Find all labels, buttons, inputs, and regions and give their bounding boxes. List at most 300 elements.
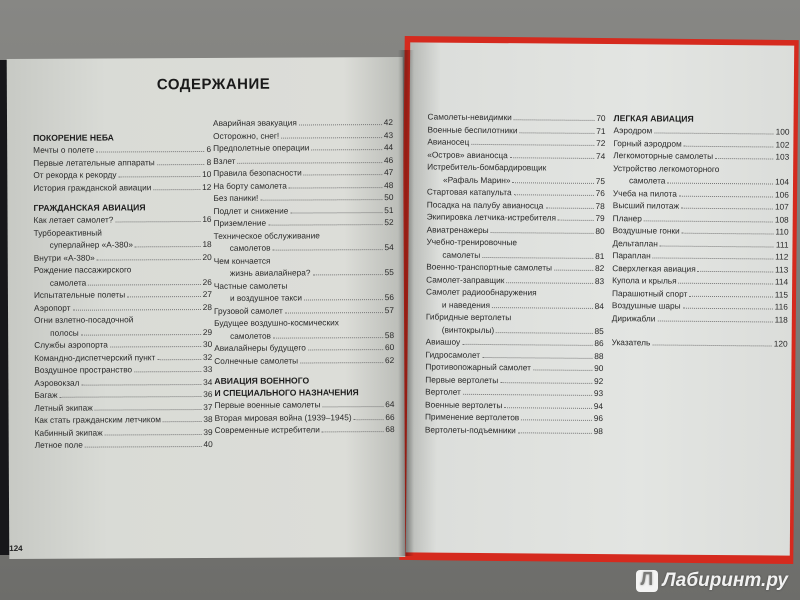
toc-entry-page: 60 (384, 342, 395, 353)
toc-entry (213, 204, 393, 217)
toc-entry-title: Мечты о полете (33, 144, 95, 155)
toc-entry (35, 413, 213, 426)
toc-entry-title: Взлет (213, 155, 236, 166)
toc-column-2 (213, 116, 395, 436)
toc-entry (213, 166, 393, 179)
section-heading: И СПЕЦИАЛЬНОГО НАЗНАЧЕНИЯ (214, 387, 359, 398)
toc-entry-page: 30 (202, 338, 213, 350)
leader-dots (657, 320, 772, 322)
leader-dots (311, 149, 382, 150)
toc-entry-title: На борту самолета (213, 180, 287, 191)
leader-dots (304, 174, 382, 175)
toc-entry-page: 115 (774, 289, 789, 300)
page-title: СОДЕРЖАНИЕ (156, 75, 271, 94)
toc-entry-page: 72 (596, 137, 606, 149)
toc-entry-page: 110 (775, 226, 789, 237)
toc-entry-page: 56 (384, 292, 394, 303)
book-spine (398, 50, 414, 556)
toc-entry-page: 71 (596, 125, 606, 136)
toc-entry (214, 266, 394, 279)
toc-entry-page: 28 (202, 301, 213, 312)
toc-entry (214, 229, 394, 242)
toc-entry-page: 81 (595, 250, 605, 261)
leader-dots (510, 157, 594, 159)
toc-entry (213, 141, 393, 154)
toc-entry-title: Вторая мировая война (1939–1945) (214, 411, 352, 423)
toc-entry-page: 34 (203, 376, 213, 387)
toc-entry-page: 18 (202, 238, 212, 250)
toc-entry (34, 325, 212, 338)
leader-dots (134, 371, 201, 372)
toc-entry (34, 350, 212, 363)
toc-column-4 (612, 112, 790, 350)
leader-dots (268, 224, 382, 226)
toc-entry-title: Без паники! (213, 192, 259, 203)
toc-entry (34, 375, 212, 388)
leader-dots (491, 232, 594, 234)
toc-entry (213, 116, 393, 129)
toc-entry (214, 254, 394, 267)
leader-dots (482, 256, 593, 258)
leader-dots (273, 337, 383, 339)
toc-entry-title: Стартовая катапульта (426, 186, 512, 198)
toc-entry-page: 106 (775, 189, 789, 200)
toc-entry-title: Грузовой самолет (213, 305, 283, 316)
toc-entry-title: Первые летательные аппараты (33, 156, 155, 168)
watermark-text: Лабиринт.ру (662, 570, 788, 591)
toc-entry-title: Подлет и снижение (213, 205, 289, 216)
toc-entry-page: 37 (203, 401, 213, 412)
leader-dots (97, 259, 201, 261)
toc-entry-title: Авиалайнеры будущего (214, 342, 306, 353)
toc-entry (425, 423, 603, 437)
toc-entry-title: Учеба на пилота (612, 187, 677, 199)
toc-entry-title: и воздушное такси (229, 292, 302, 303)
toc-entry-page: 68 (385, 424, 395, 435)
toc-entry (213, 154, 393, 167)
toc-entry-title: Летный экипаж (34, 402, 93, 413)
toc-entry-title: «Остров» авианосца (427, 148, 508, 160)
toc-entry (214, 398, 394, 411)
toc-entry (214, 316, 394, 329)
toc-entry-page: 51 (384, 204, 394, 215)
toc-entry-page: 8 (206, 156, 212, 167)
leader-dots (558, 220, 593, 221)
leader-dots (506, 282, 593, 284)
toc-entry-page: 50 (384, 192, 394, 203)
toc-entry-page: 39 (203, 426, 213, 437)
toc-entry (34, 400, 212, 413)
leader-dots (496, 332, 592, 334)
toc-entry-page: 12 (202, 181, 212, 192)
leader-dots (533, 369, 592, 371)
leader-dots (110, 346, 201, 347)
leader-dots (644, 220, 773, 222)
toc-entry-page: 62 (385, 354, 395, 365)
toc-entry-page: 78 (595, 200, 605, 211)
toc-entry (33, 180, 211, 193)
toc-entry-page: 84 (594, 300, 604, 311)
toc-entry-page: 27 (202, 288, 212, 300)
toc-entry-page: 103 (775, 151, 790, 162)
toc-entry-page: 79 (595, 212, 605, 224)
toc-entry-page: 86 (594, 337, 604, 349)
toc-entry (34, 238, 212, 251)
toc-entry (214, 241, 394, 254)
toc-entry-title: Горный аэродром (613, 137, 682, 149)
leader-dots (96, 151, 204, 153)
leader-dots (354, 419, 384, 420)
toc-entry-title: самолетов (230, 330, 271, 341)
toc-entry (34, 213, 212, 226)
toc-entry-title: Турбореактивный (33, 227, 102, 238)
toc-entry-page: 113 (774, 264, 789, 275)
toc-entry-page: 10 (202, 168, 212, 180)
toc-entry-page: 29 (202, 326, 213, 337)
toc-entry-title: Аварийная эвакуация (213, 117, 297, 128)
leader-dots (500, 382, 592, 384)
toc-entry-title: Аэродром (613, 125, 653, 136)
toc-entry-title: Правила безопасности (213, 167, 302, 178)
leader-dots (304, 299, 383, 300)
toc-entry-title: Воздушное пространство (34, 364, 133, 375)
toc-entry-page: 26 (202, 276, 212, 287)
toc-entry-title: Гидросамолет (425, 348, 481, 360)
leader-dots (698, 270, 773, 272)
leader-dots (667, 183, 773, 185)
leader-dots (682, 233, 774, 235)
toc-entry-title: Авиашоу (425, 336, 461, 347)
toc-entry-page: 66 (385, 411, 395, 422)
toc-entry-title: Военные беспилотники (427, 123, 518, 135)
toc-entry-title: Чем кончается (213, 255, 271, 266)
toc-entry-page: 57 (384, 304, 395, 315)
leader-dots (514, 194, 594, 196)
toc-entry-page: 52 (384, 217, 394, 228)
leader-dots (463, 394, 592, 396)
toc-entry (612, 336, 788, 350)
toc-entry-title: Вертолет (425, 386, 461, 397)
toc-entry-page: 44 (383, 142, 394, 153)
toc-entry-title: самолета (49, 277, 87, 288)
toc-entry-title: Первые вертолеты (425, 373, 499, 385)
leader-dots (85, 446, 202, 448)
leader-dots (504, 407, 592, 409)
toc-entry-title: Легкомоторные самолеты (613, 150, 714, 161)
toc-entry-title: Авианосец (427, 136, 470, 147)
toc-entry-title: полосы (50, 327, 79, 338)
toc-entry-page: 108 (774, 214, 789, 225)
toc-entry (34, 288, 212, 301)
leader-dots (519, 132, 594, 134)
toc-entry-title: суперлайнер «А-380» (49, 239, 134, 250)
toc-entry-page: 76 (595, 187, 605, 199)
toc-entry-page: 33 (203, 363, 213, 375)
leader-dots (545, 207, 593, 208)
toc-entry-page: 43 (383, 129, 394, 140)
toc-entry (35, 425, 213, 438)
toc-entry-page: 75 (595, 175, 606, 186)
toc-entry-title: Испытательные полеты (33, 289, 126, 300)
toc-entry-title: Рождение пассажирского (33, 264, 132, 275)
toc-entry-title: Параплан (612, 250, 651, 261)
leader-dots (681, 208, 773, 210)
toc-entry-title: самолета (628, 175, 666, 186)
leader-dots (512, 182, 593, 184)
toc-entry (213, 179, 393, 192)
toc-entry-title: Предполетные операции (213, 142, 310, 153)
toc-entry-title: Огни взлетно-посадочной (34, 314, 134, 325)
leader-dots (312, 274, 382, 275)
toc-entry (612, 312, 788, 326)
leader-dots (281, 137, 382, 139)
toc-entry (214, 279, 394, 292)
toc-entry-page: 100 (775, 126, 790, 137)
toc-entry-title: самолеты (442, 249, 481, 260)
toc-entry-title: самолетов (229, 242, 271, 253)
toc-entry-page: 82 (594, 262, 605, 274)
leader-dots (60, 396, 202, 398)
toc-column-3 (425, 110, 606, 437)
toc-entry-title: Кабинный экипаж (34, 427, 103, 438)
toc-entry-title: и наведения (441, 299, 491, 310)
leader-dots (322, 406, 383, 407)
toc-entry-page: 36 (203, 388, 213, 400)
toc-entry-page: 64 (385, 399, 395, 410)
page-number: 124 (9, 543, 23, 554)
toc-entry-page: 96 (593, 412, 604, 424)
toc-entry-page: 70 (596, 112, 606, 124)
toc-entry (34, 363, 212, 376)
toc-entry-title: Купола и крылья (612, 275, 677, 286)
leader-dots (260, 199, 382, 201)
toc-entry-page: 74 (595, 150, 606, 161)
toc-entry-title: Экипировка летчика-истребителя (426, 211, 557, 223)
toc-entry-page: 93 (593, 387, 604, 399)
toc-entry-page: 112 (775, 251, 789, 262)
toc-entry-page: 20 (202, 251, 212, 262)
toc-entry (34, 250, 212, 263)
toc-entry-title: Истребитель-бомбардировщик (427, 161, 547, 173)
leader-dots (660, 245, 774, 247)
toc-entry-title: Учебно-тренировочные (426, 236, 518, 248)
toc-entry-title: Как стать гражданским летчиком (34, 414, 161, 425)
toc-entry (33, 155, 211, 168)
leader-dots (679, 195, 773, 197)
leader-dots (135, 246, 200, 247)
leader-dots (163, 421, 201, 422)
toc-entry (33, 168, 211, 181)
leader-dots (88, 284, 200, 286)
leader-dots (471, 144, 594, 146)
toc-entry (34, 388, 212, 401)
leader-dots (683, 308, 773, 310)
toc-entry-title: «Рафаль Марин» (442, 174, 511, 185)
labirint-logo-icon (636, 570, 658, 592)
section-heading: ГРАЖДАНСКАЯ АВИАЦИЯ (33, 202, 146, 213)
leader-dots (157, 359, 201, 360)
leader-dots (289, 187, 382, 188)
leader-dots (654, 132, 773, 134)
toc-entry-title: Частные самолеты (213, 280, 288, 291)
leader-dots (679, 283, 773, 285)
section-heading: ЛЕГКАЯ АВИАЦИЯ (613, 113, 694, 124)
toc-entry-title: Багаж (34, 389, 58, 400)
toc-column-1 (33, 131, 213, 451)
leader-dots (237, 162, 382, 164)
toc-entry-page: 83 (594, 275, 605, 286)
toc-entry (34, 275, 212, 288)
toc-entry-title: Осторожно, снег! (213, 130, 280, 141)
toc-entry (34, 338, 212, 351)
toc-entry-title: Самолет радиообнаружения (426, 286, 537, 298)
toc-entry (214, 329, 394, 342)
leader-dots (115, 221, 200, 222)
toc-entry-page: 114 (774, 276, 789, 287)
toc-entry-title: Военные вертолеты (425, 398, 503, 410)
toc-entry-title: Солнечные самолеты (214, 355, 299, 366)
right-page (406, 42, 794, 555)
toc-entry-title: Службы аэропорта (34, 339, 108, 350)
leader-dots (95, 409, 202, 411)
toc-entry-page: 48 (384, 179, 394, 190)
section-heading: АВИАЦИЯ ВОЕННОГО (214, 375, 310, 386)
toc-entry (214, 304, 394, 317)
toc-entry-title: Планер (612, 212, 642, 223)
toc-entry-page: 47 (384, 167, 394, 178)
leader-dots (153, 189, 200, 190)
toc-entry-title: Противопожарный самолет (425, 361, 531, 373)
toc-entry-title: Военно-транспортные самолеты (426, 261, 553, 273)
leader-dots (73, 309, 201, 311)
toc-entry-page: 38 (203, 413, 213, 425)
toc-entry (213, 129, 393, 142)
leader-dots (518, 432, 592, 434)
toc-entry-page: 42 (383, 117, 394, 128)
toc-entry-title: Будущее воздушно-космических (214, 317, 339, 328)
toc-entry-title: Применение вертолетов (424, 411, 520, 423)
toc-entry-title: Первые военные самолеты (214, 399, 321, 410)
toc-entry-page: 90 (594, 362, 604, 374)
leader-dots (81, 334, 201, 336)
toc-entry-page: 111 (775, 239, 789, 250)
toc-entry-title: Аэропорт (33, 302, 71, 313)
toc-entry (215, 411, 395, 424)
leader-dots (105, 434, 202, 436)
toc-entry-title: Техническое обслуживание (213, 229, 320, 241)
leader-dots (492, 307, 593, 309)
toc-entry-title: Гибридные вертолеты (425, 311, 512, 323)
toc-entry-title: История гражданской авиации (33, 181, 152, 193)
toc-entry (34, 263, 212, 276)
toc-entry (214, 291, 394, 304)
toc-entry-page: 107 (774, 201, 789, 212)
toc-entry-page: 54 (384, 242, 394, 253)
toc-entry (33, 143, 211, 156)
leader-dots (300, 362, 383, 363)
leader-dots (653, 257, 773, 259)
toc-entry (35, 438, 213, 451)
toc-entry-page: 80 (595, 225, 605, 236)
leader-dots (715, 158, 773, 160)
toc-entry-page: 92 (594, 375, 604, 386)
toc-entry-title: Командно-диспетчерский пункт (34, 351, 156, 363)
toc-entry-title: Воздушные шары (611, 300, 681, 311)
leader-dots (322, 431, 384, 432)
toc-entry-title: жизнь авиалайнера? (229, 267, 311, 278)
toc-entry-page: 104 (775, 176, 790, 187)
left-page (7, 57, 406, 559)
leader-dots (299, 124, 382, 125)
toc-entry (214, 354, 394, 367)
leader-dots (554, 270, 593, 271)
watermark (636, 570, 788, 592)
toc-entry-page: 94 (593, 400, 604, 411)
toc-entry-title: Современные истребители (214, 424, 320, 435)
toc-entry-page: 46 (383, 154, 394, 165)
toc-entry (34, 313, 212, 326)
toc-entry-title: Дирижабли (611, 312, 656, 323)
toc-entry-page: 6 (206, 143, 212, 154)
leader-dots (521, 419, 591, 421)
toc-entry-page: 85 (594, 325, 604, 336)
toc-entry (214, 216, 394, 229)
leader-dots (689, 295, 772, 297)
toc-entry (34, 225, 212, 238)
leader-dots (462, 344, 592, 346)
leader-dots (273, 249, 383, 251)
toc-entry-title: Посадка на палубу авианосца (426, 198, 544, 211)
toc-entry (34, 300, 212, 313)
toc-entry-title: Летное поле (34, 439, 83, 450)
toc-entry-title: Самолеты-невидимки (427, 111, 512, 123)
toc-entry-title: Внутри «А-380» (33, 252, 95, 263)
toc-entry-page: 116 (774, 301, 788, 312)
toc-entry-title: Самолет-заправщик (426, 273, 505, 285)
toc-entry-title: Воздушные гонки (612, 225, 680, 236)
toc-entry-page: 88 (594, 350, 604, 361)
toc-entry-title: Парашютный спорт (612, 287, 688, 299)
leader-dots (157, 164, 205, 165)
toc-entry-title: Аэровокзал (34, 377, 80, 388)
toc-entry (213, 191, 393, 204)
toc-entry-title: (винтокрылы) (441, 324, 495, 335)
toc-entry-title: Сверхлегкая авиация (612, 262, 696, 274)
toc-entry-title: Вертолеты-подъемники (424, 423, 516, 435)
toc-entry-page: 118 (774, 314, 788, 325)
leader-dots (127, 296, 201, 297)
leader-dots (482, 356, 592, 358)
leader-dots (652, 344, 771, 346)
toc-entry-page: 58 (384, 329, 395, 340)
toc-entry-title: Как летает самолет? (33, 214, 114, 225)
toc-entry (215, 423, 395, 436)
section-heading: ПОКОРЕНИЕ НЕБА (33, 132, 114, 143)
leader-dots (119, 176, 201, 177)
leader-dots (514, 119, 595, 121)
leader-dots (308, 349, 383, 350)
toc-entry (214, 341, 394, 354)
leader-dots (81, 384, 201, 386)
toc-entry-title: Высший пилотаж (612, 200, 680, 211)
toc-entry-title: Приземление (213, 217, 267, 228)
toc-entry-page: 40 (203, 438, 213, 450)
toc-entry-page: 102 (775, 139, 790, 150)
toc-entry-title: От рекорда к рекорду (33, 169, 117, 180)
leader-dots (290, 212, 382, 213)
toc-entry-page: 55 (384, 267, 394, 278)
toc-entry-page: 120 (773, 338, 788, 349)
